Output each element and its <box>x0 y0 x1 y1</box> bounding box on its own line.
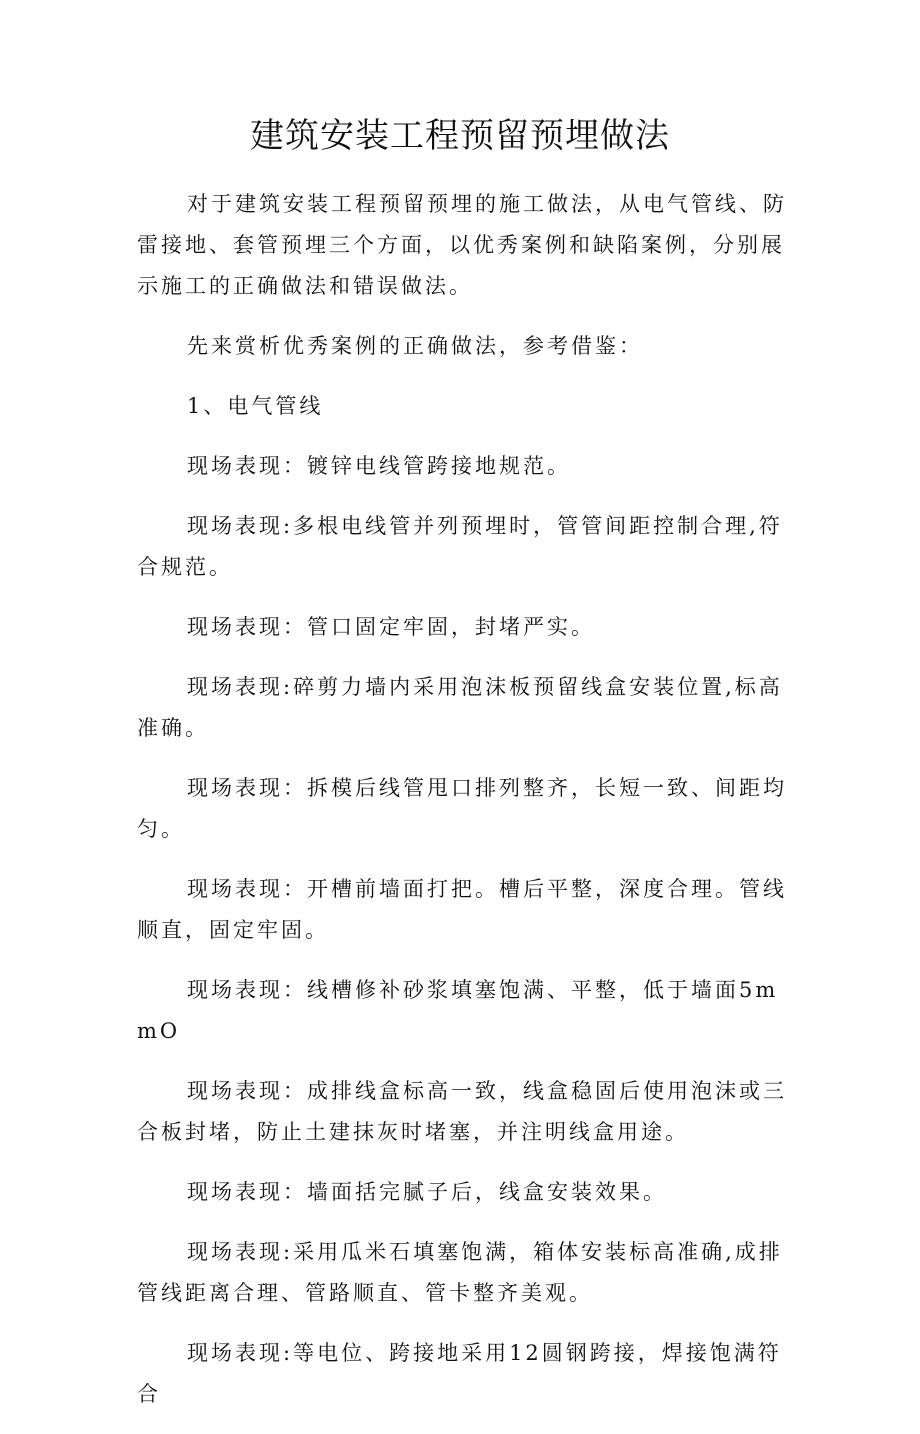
paragraph-item: 现场表现：开槽前墙面打把。槽后平整，深度合理。管线顺直，固定牢固。 <box>137 877 787 942</box>
paragraph-item: 现场表现:多根电线管并列预埋时，管管间距控制合理,符合规范。 <box>137 514 783 579</box>
paragraph-item: 现场表现:采用瓜米石填塞饱满，箱体安装标高准确,成排管线距离合理、管路顺直、管卡整齐美观。 <box>137 1240 783 1305</box>
paragraph-appreciation: 先来赏析优秀案例的正确做法，参考借鉴： <box>187 334 643 358</box>
paragraph-item: 现场表现：成排线盒标高一致，线盒稳固后使用泡沫或三合板封堵，防止土建抹灰时堵塞，并注明线盒用途。 <box>137 1079 787 1144</box>
document-body <box>137 184 797 1434</box>
section-heading-electrical: 1、电气管线 <box>187 394 324 418</box>
paragraph-item: 现场表现：墙面括完腻子后，线盒安装效果。 <box>187 1180 667 1204</box>
paragraph-intro: 对于建筑安装工程预留预埋的施工做法，从电气管线、防雷接地、套管预埋三个方面，以优秀案例和缺陷案例，分别展示施工的正确做法和错误做法。 <box>137 192 787 298</box>
paragraph-item: 现场表现：管口固定牢固，封堵严实。 <box>187 615 595 639</box>
paragraph-item: 现场表现：镀锌电线管跨接地规范。 <box>187 454 571 478</box>
paragraph-item: 现场表现：拆模后线管甩口排列整齐，长短一致、间距均匀。 <box>137 776 787 841</box>
paragraph-item: 现场表现：线槽修补砂浆填塞饱满、平整，低于墙面5mmO <box>137 978 779 1043</box>
paragraph-item: 现场表现:等电位、跨接地采用12圆钢跨接，焊接饱满符合 <box>137 1341 782 1406</box>
document-title: 建筑安装工程预留预埋做法 <box>250 116 670 156</box>
paragraph-item: 现场表现:碎剪力墙内采用泡沫板预留线盒安装位置,标高准确。 <box>137 675 783 740</box>
